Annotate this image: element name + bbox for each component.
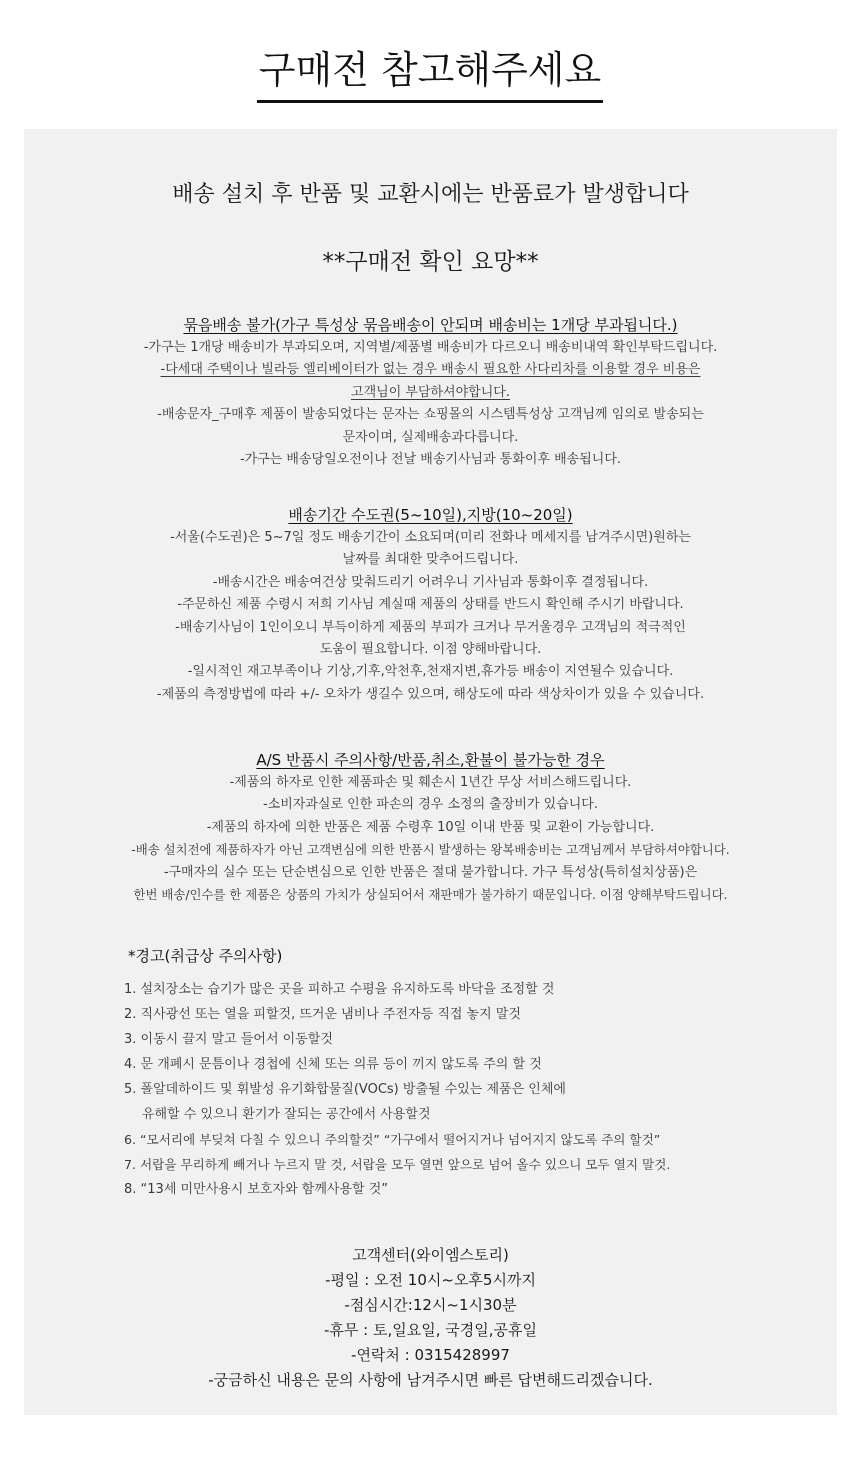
warning-item: 2. 직사광선 또는 열을 피할것, 뜨거운 냄비나 주전자등 직접 놓지 말것: [124, 1007, 521, 1022]
warning-item: 8. “13세 미만사용시 보호자와 함께사용할 것”: [124, 1182, 389, 1197]
bundle-line: -가구는 1개당 배송비가 부과되오며, 지역별/제품별 배송비가 다르오니 배송비내역 확인부탁드립니다.: [143, 340, 718, 355]
as-return-heading: A/S 반품시 주의사항/반품,취소,환불이 불가능한 경우: [256, 751, 605, 769]
warning-item: 3. 이동시 끌지 말고 들어서 이동할것: [124, 1032, 333, 1047]
bundle-line-ladder: -다세대 주택이나 빌라등 엘리베이터가 없는 경우 배송시 필요한 사다리차를 이용할 경우 비용은: [160, 362, 701, 378]
as-return-section: [24, 748, 837, 906]
delivery-line: -배송기사님이 1인이오니 부득이하게 제품의 부피가 크거나 무거울경우 고객님의 적극적인: [175, 619, 686, 635]
as-line: -소비자과실로 인한 파손의 경우 소정의 출장비가 있습니다.: [262, 797, 598, 813]
warning-item: 1. 설치장소는 습기가 많은 곳을 피하고 수평을 유지하도록 바닥을 조정할 것: [124, 982, 555, 997]
as-line: -배송 설치전에 제품하자가 아닌 고객변심에 의한 반품시 발생하는 왕복배송비는 고객님께서 부담하셔야합니다.: [131, 842, 730, 858]
delivery-line: 날짜를 최대한 맞추어드립니다.: [342, 552, 519, 568]
bundle-line: -가구는 배송당일오전이나 전날 배송기사님과 통화이후 배송됩니다.: [239, 451, 622, 467]
page-title: [0, 42, 860, 103]
lunch-hours: -점심시간:12시~1시30분: [344, 1296, 517, 1314]
bundle-delivery-section: [24, 313, 837, 471]
customer-center: [24, 1243, 837, 1393]
delivery-line: -제품의 측정방법에 따라 +/- 오차가 생길수 있으며, 해상도에 따라 색상차이가 있을 수 있습니다.: [156, 686, 705, 702]
warning-list: [124, 977, 824, 1202]
delivery-line: -서울(수도권)은 5~7일 정도 배송기간이 소요되며(미리 전화나 메세지를 남겨주시면)원하는: [170, 530, 691, 545]
as-line: -제품의 하자로 인한 제품파손 및 훼손시 1년간 무상 서비스해드립니다.: [229, 775, 632, 790]
delivery-line: -일시적인 재고부족이나 기상,기후,악천후,천재지변,휴가등 배송이 지연될수 있습니다.: [187, 664, 674, 680]
confirm-before-purchase: **구매전 확인 요망**: [322, 249, 539, 275]
page-title-text: 구매전 참고해주세요: [257, 42, 603, 103]
delivery-line: -배송시간은 배송여건상 맞춰드리기 어려우니 기사님과 통화이후 결정됩니다.: [212, 574, 649, 590]
warning-item: 4. 문 개폐시 문틈이나 경첩에 신체 또는 의류 등이 끼지 않도록 주의 할 것: [124, 1057, 542, 1072]
phone-number: -연락처 : 0315428997: [351, 1346, 510, 1364]
warning-title: *경고(취급상 주의사항): [128, 947, 283, 965]
warning-item: 7. 서랍을 무리하게 빼거나 누르지 말 것, 서랍을 모두 열면 앞으로 넘어 올수 있으니 모두 열지 말것.: [124, 1157, 671, 1172]
notice-box: [24, 129, 837, 1415]
bundle-line: 문자이며, 실제배송과다릅니다.: [342, 429, 519, 445]
as-line: -제품의 하자에 의한 반품은 제품 수령후 10일 이내 반품 및 교환이 가능합니다.: [206, 819, 655, 835]
warning-item: 6. “모서리에 부딪쳐 다칠 수 있으니 주의할것” “가구에서 떨어지거나 넘어지지 않도록 주의 할것”: [124, 1132, 661, 1147]
business-hours: -평일 : 오전 10시~오후5시까지: [325, 1271, 536, 1289]
warning-item: 5. 폴알데하이드 및 휘발성 유기화합물질(VOCs) 방출될 수있는 제품은 인체에: [124, 1082, 566, 1097]
inquiry-note: -궁금하신 내용은 문의 사항에 남겨주시면 빠른 답변해드리겠습니다.: [208, 1371, 653, 1389]
bundle-line: -배송문자_구매후 제품이 발송되었다는 문자는 쇼핑몰의 시스템특성상 고객님께 임의로 발송되는: [157, 407, 704, 423]
warning-item: 유해할 수 있으니 환기가 잘되는 공간에서 사용할것: [142, 1107, 431, 1122]
customer-center-title: 고객센터(와이엠스토리): [352, 1246, 509, 1264]
delivery-period-section: [24, 503, 837, 706]
bundle-delivery-heading: 묶음배송 불가(가구 특성상 묶음배송이 안되며 배송비는 1개당 부과됩니다.): [183, 316, 678, 334]
delivery-line: 도움이 필요합니다. 이점 양해바랍니다.: [319, 641, 542, 657]
return-fee-notice: 배송 설치 후 반품 및 교환시에는 반품료가 발생합니다: [172, 182, 689, 207]
as-line: -구매자의 실수 또는 단순변심으로 인한 반품은 절대 불가합니다. 가구 특성상(특히설치상품)은: [163, 864, 698, 880]
holidays: -휴무 : 토,일요일, 국경일,공휴일: [324, 1321, 537, 1339]
bundle-line-ladder-cost: 고객님이 부담하셔야합니다.: [351, 384, 510, 400]
delivery-period-heading: 배송기간 수도권(5~10일),지방(10~20일): [288, 506, 573, 524]
as-line: 한번 배송/인수를 한 제품은 상품의 가치가 상실되어서 재판매가 불가하기 때문입니다. 이점 양해부탁드립니다.: [133, 886, 728, 902]
delivery-line: -주문하신 제품 수령시 저희 기사님 계실때 제품의 상태를 반드시 확인해 주시기 바랍니다.: [177, 597, 684, 613]
